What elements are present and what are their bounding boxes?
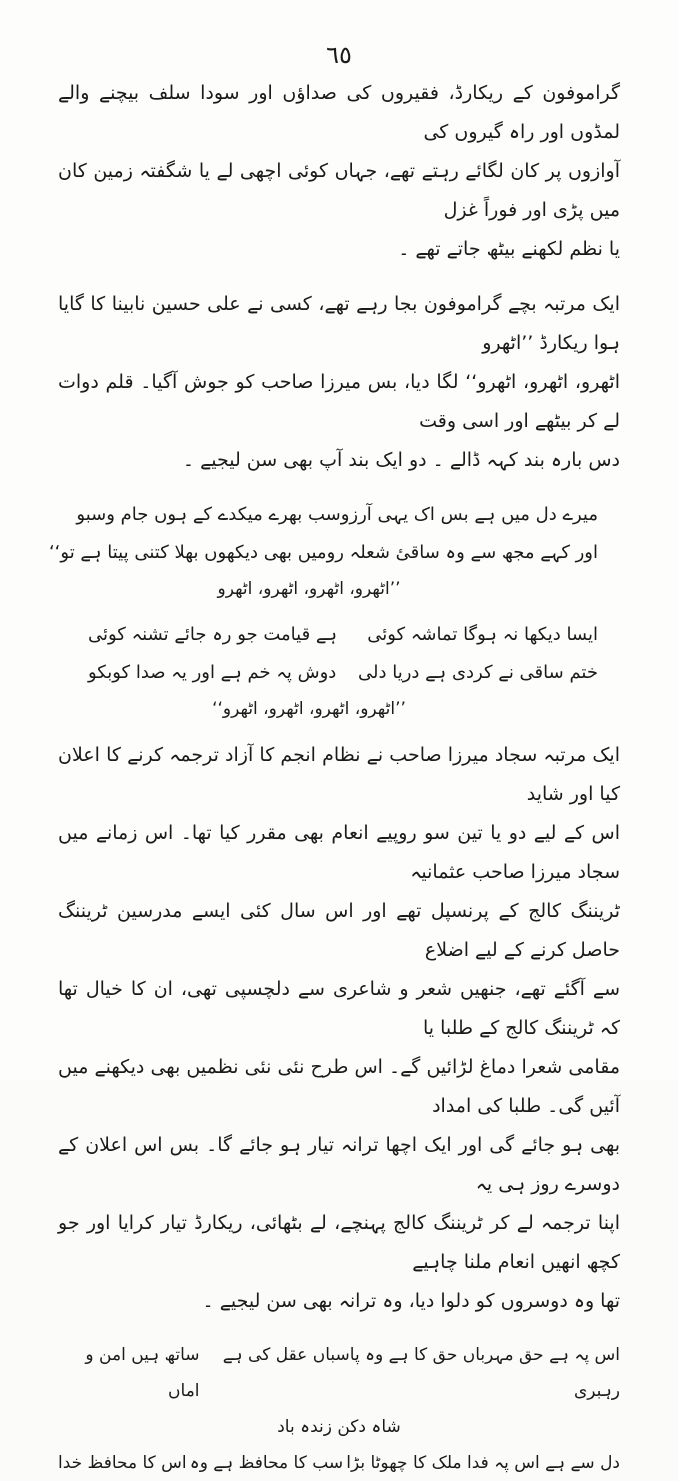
verse-half: ایسا دیکھا نہ ہوگا تماشہ کوئی: [367, 624, 598, 645]
anthem-part: سب کا محافظ ہے وہ: [189, 1453, 344, 1473]
anthem-line: [58, 1445, 620, 1481]
text-line: ایک مرتبہ سجاد میرزا صاحب نے نظام انجم کا آزاد ترجمہ کرنے کا اعلان کیا اور شاید: [58, 744, 620, 805]
anthem-refrain: شاہ دکن زندہ باد: [277, 1417, 401, 1437]
verse-stanza-1: [48, 496, 620, 606]
verse-row: [48, 534, 620, 572]
text-line: مقامی شعرا دماغ لڑائیں گے۔ اس طرح نئی نئی نظمیں بھی دیکھنے میں آئیں گی۔ طلبا کی امداد: [58, 1056, 620, 1117]
text-line: اٹھرو، اٹھرو، اٹھرو‘‘ لگا دیا، بس میرزا صاحب کو جوش آگیا۔ قلم دوات لے کر بیٹھے اور اسی وقت: [58, 371, 620, 432]
verse-half: میرے دل میں ہے بس اک یہی آرزو: [340, 504, 598, 525]
text-line: ٹریننگ کالج کے پرنسپل تھے اور اس سال کئی ایسے مدرسین ٹریننگ حاصل کرنے کے لیے اضلاع: [58, 900, 620, 961]
anthem-part: اس کا محافظ خدا: [58, 1453, 187, 1473]
text-line: بھی ہو جائے گی اور ایک اچھا ترانہ تیار ہو جائے گا۔ بس اس اعلان کے دوسرے روز ہی یہ: [58, 1134, 620, 1195]
paragraph-3: [58, 736, 620, 1321]
verse-half: دوش پہ خم ہے اور یہ صدا کوبکو: [88, 662, 337, 683]
verse-row: [58, 654, 620, 692]
refrain: ’’اٹھرو، اٹھرو، اٹھرو، اٹھرو‘‘: [212, 699, 406, 719]
text-line: اپنا ترجمہ لے کر ٹریننگ کالج پہنچے، لے بٹھائی، ریکارڈ تیار کرایا اور جو کچھ انھیں انعام ملنا چاہیے: [58, 1212, 620, 1273]
verse-half: میں بھی دیکھوں بھلا کتنی پیتا ہے تو‘‘: [48, 542, 327, 563]
text-line: یا نظم لکھنے بیٹھ جاتے تھے ۔: [398, 238, 620, 260]
anthem-line: [58, 1337, 620, 1409]
anthem-verse: [58, 1337, 620, 1481]
verse-half: اور کہے مجھ سے وہ ساقیٔ شعلہ رو: [326, 542, 598, 563]
text-line: تھا وہ دوسروں کو دلوا دیا، وہ ترانہ بھی سن لیجیے ۔: [202, 1290, 620, 1312]
text-line: دس بارہ بند کہہ ڈالے ۔ دو ایک بند آپ بھی سن لیجیے ۔: [182, 449, 620, 471]
paragraph-1: [58, 74, 620, 269]
page-number: ٦٥: [326, 41, 352, 69]
refrain: ’’اٹھرو، اٹھرو، اٹھرو، اٹھرو: [217, 579, 401, 599]
anthem-half: ساتھ ہیں امن و اماں: [85, 1345, 200, 1401]
verse-half: سب بھرے میکدے کے ہوں جام وسبو: [76, 504, 341, 525]
text-line: گراموفون کے ریکارڈ، فقیروں کی صداؤں اور سودا سلف بیچنے والے لمڈوں اور راہ گیروں کی: [58, 82, 620, 143]
text-line: ایک مرتبہ بچے گراموفون بجا رہے تھے، کسی نے علی حسین نابینا کا گایا ہوا ریکارڈ ’’اٹھرو: [58, 293, 620, 354]
verse-row: [58, 616, 620, 654]
verse-row: [58, 496, 620, 534]
anthem-part: دل سے ہے اس پہ فدا ملک کا چھوٹا بڑا: [346, 1453, 620, 1473]
paragraph-2: [58, 285, 620, 480]
verse-half: ختم ساقی نے کردی ہے دریا دلی: [357, 662, 598, 683]
verse-half: ہے قیامت جو رہ جائے تشنہ کوئی: [88, 624, 338, 645]
text-line: سے آگئے تھے، جنھیں شعر و شاعری سے دلچسپی تھی، ان کا خیال تھا کہ ٹریننگ کالج کے طلبا یا: [58, 978, 620, 1039]
verse-stanza-2: [58, 616, 620, 726]
anthem-half: اس پہ ہے حق مہرباں حق کا ہے وہ پاسباں عقل کی ہے رہبری: [222, 1345, 620, 1401]
text-line: آوازوں پر کان لگائے رہتے تھے، جہاں کوئی اچھی لے یا شگفتہ زمین کان میں پڑی اور فوراً غزل: [58, 160, 620, 221]
text-line: اس کے لیے دو یا تین سو روپیے انعام بھی مقرر کیا تھا۔ اس زمانے میں سجاد میرزا صاحب عثمانیہ: [58, 822, 620, 883]
